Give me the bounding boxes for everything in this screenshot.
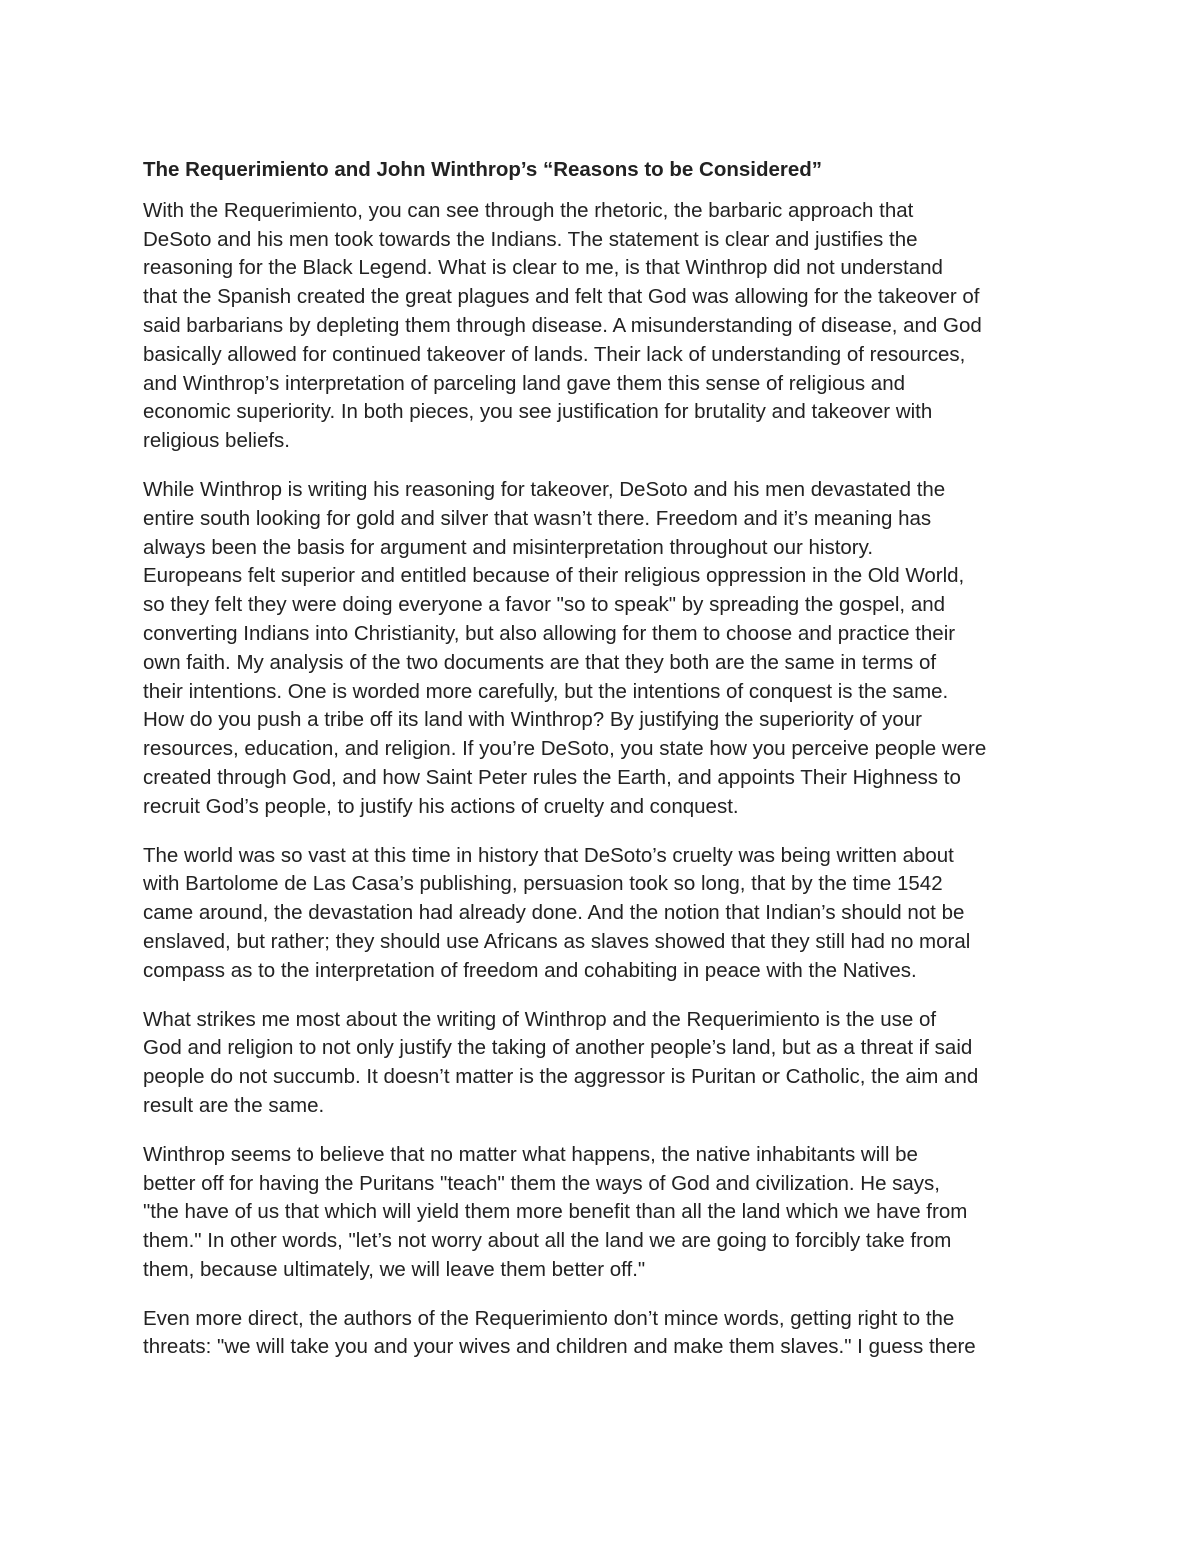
paragraph-line: The world was so vast at this time in history that DeSoto’s cruelty was being written about xyxy=(143,843,954,867)
paragraph-line: them." In other words, "let’s not worry about all the land we are going to forcibly take from xyxy=(143,1229,952,1253)
paragraph-line: recruit God’s people, to justify his actions of cruelty and conquest. xyxy=(143,794,739,818)
paragraph-line: religious beliefs. xyxy=(143,429,290,453)
paragraph-line: them, because ultimately, we will leave them better off." xyxy=(143,1257,646,1281)
paragraph-line: always been the basis for argument and misinterpretation throughout our history. xyxy=(143,535,874,559)
document-title: The Requerimiento and John Winthrop’s “Reasons to be Considered” xyxy=(143,158,823,181)
document-body xyxy=(143,156,1065,1382)
paragraph-line: Winthrop seems to believe that no matter what happens, the native inhabitants will be xyxy=(143,1142,918,1166)
paragraph-5 xyxy=(143,1141,1065,1285)
paragraph-line: entire south looking for gold and silver that wasn’t there. Freedom and it’s meaning has xyxy=(143,506,932,530)
paragraph-line: that the Spanish created the great plagues and felt that God was allowing for the takeover of xyxy=(143,285,980,309)
paragraph-line: people do not succumb. It doesn’t matter is the aggressor is Puritan or Catholic, the aim and xyxy=(143,1065,979,1089)
paragraph-3 xyxy=(143,842,1065,986)
paragraph-line: Europeans felt superior and entitled because of their religious oppression in the Old World, xyxy=(143,564,965,588)
paragraph-line: With the Requerimiento, you can see through the rhetoric, the barbaric approach that xyxy=(143,198,914,222)
paragraph-line: created through God, and how Saint Peter rules the Earth, and appoints Their Highness to xyxy=(143,765,961,789)
paragraph-line: Even more direct, the authors of the Requerimiento don’t mince words, getting right to the xyxy=(143,1306,955,1330)
paragraph-line: threats: "we will take you and your wives and children and make them slaves." I guess there xyxy=(143,1335,976,1359)
paragraph-line: basically allowed for continued takeover of lands. Their lack of understanding of resources, xyxy=(143,342,966,366)
paragraph-line: came around, the devastation had already done. And the notion that Indian’s should not be xyxy=(143,901,965,925)
paragraph-4 xyxy=(143,1006,1065,1121)
paragraph-line: better off for having the Puritans "teach" them the ways of God and civilization. He says, xyxy=(143,1171,941,1195)
paragraph-2 xyxy=(143,476,1065,822)
paragraph-line: God and religion to not only justify the taking of another people’s land, but as a threat if said xyxy=(143,1036,973,1060)
paragraph-line: compass as to the interpretation of freedom and cohabiting in peace with the Natives. xyxy=(143,958,917,982)
paragraph-line: own faith. My analysis of the two documents are that they both are the same in terms of xyxy=(143,650,937,674)
paragraph-line: What strikes me most about the writing of Winthrop and the Requerimiento is the use of xyxy=(143,1007,937,1031)
paragraph-line: "the have of us that which will yield them more benefit than all the land which we have from xyxy=(143,1200,968,1224)
paragraph-line: While Winthrop is writing his reasoning for takeover, DeSoto and his men devastated the xyxy=(143,477,946,501)
paragraph-1 xyxy=(143,197,1065,456)
paragraph-line: said barbarians by depleting them through disease. A misunderstanding of disease, and God xyxy=(143,313,982,337)
paragraph-line: converting Indians into Christianity, but also allowing for them to choose and practice their xyxy=(143,621,956,645)
paragraph-line: and Winthrop’s interpretation of parceling land gave them this sense of religious and xyxy=(143,371,905,395)
paragraph-line: reasoning for the Black Legend. What is clear to me, is that Winthrop did not understand xyxy=(143,256,943,280)
paragraph-line: resources, education, and religion. If you’re DeSoto, you state how you perceive people were xyxy=(143,737,987,761)
paragraph-line: economic superiority. In both pieces, you see justification for brutality and takeover with xyxy=(143,400,933,424)
paragraph-line: so they felt they were doing everyone a favor "so to speak" by spreading the gospel, and xyxy=(143,593,946,617)
paragraph-line: their intentions. One is worded more carefully, but the intentions of conquest is the same. xyxy=(143,679,949,703)
paragraph-line: DeSoto and his men took towards the Indians. The statement is clear and justifies the xyxy=(143,227,918,251)
paragraph-line: How do you push a tribe off its land with Winthrop? By justifying the superiority of your xyxy=(143,708,923,732)
paragraph-line: result are the same. xyxy=(143,1093,325,1117)
paragraph-6 xyxy=(143,1305,1065,1363)
paragraph-line: with Bartolome de Las Casa’s publishing, persuasion took so long, that by the time 1542 xyxy=(143,872,943,896)
paragraph-line: enslaved, but rather; they should use Africans as slaves showed that they still had no moral xyxy=(143,929,971,953)
